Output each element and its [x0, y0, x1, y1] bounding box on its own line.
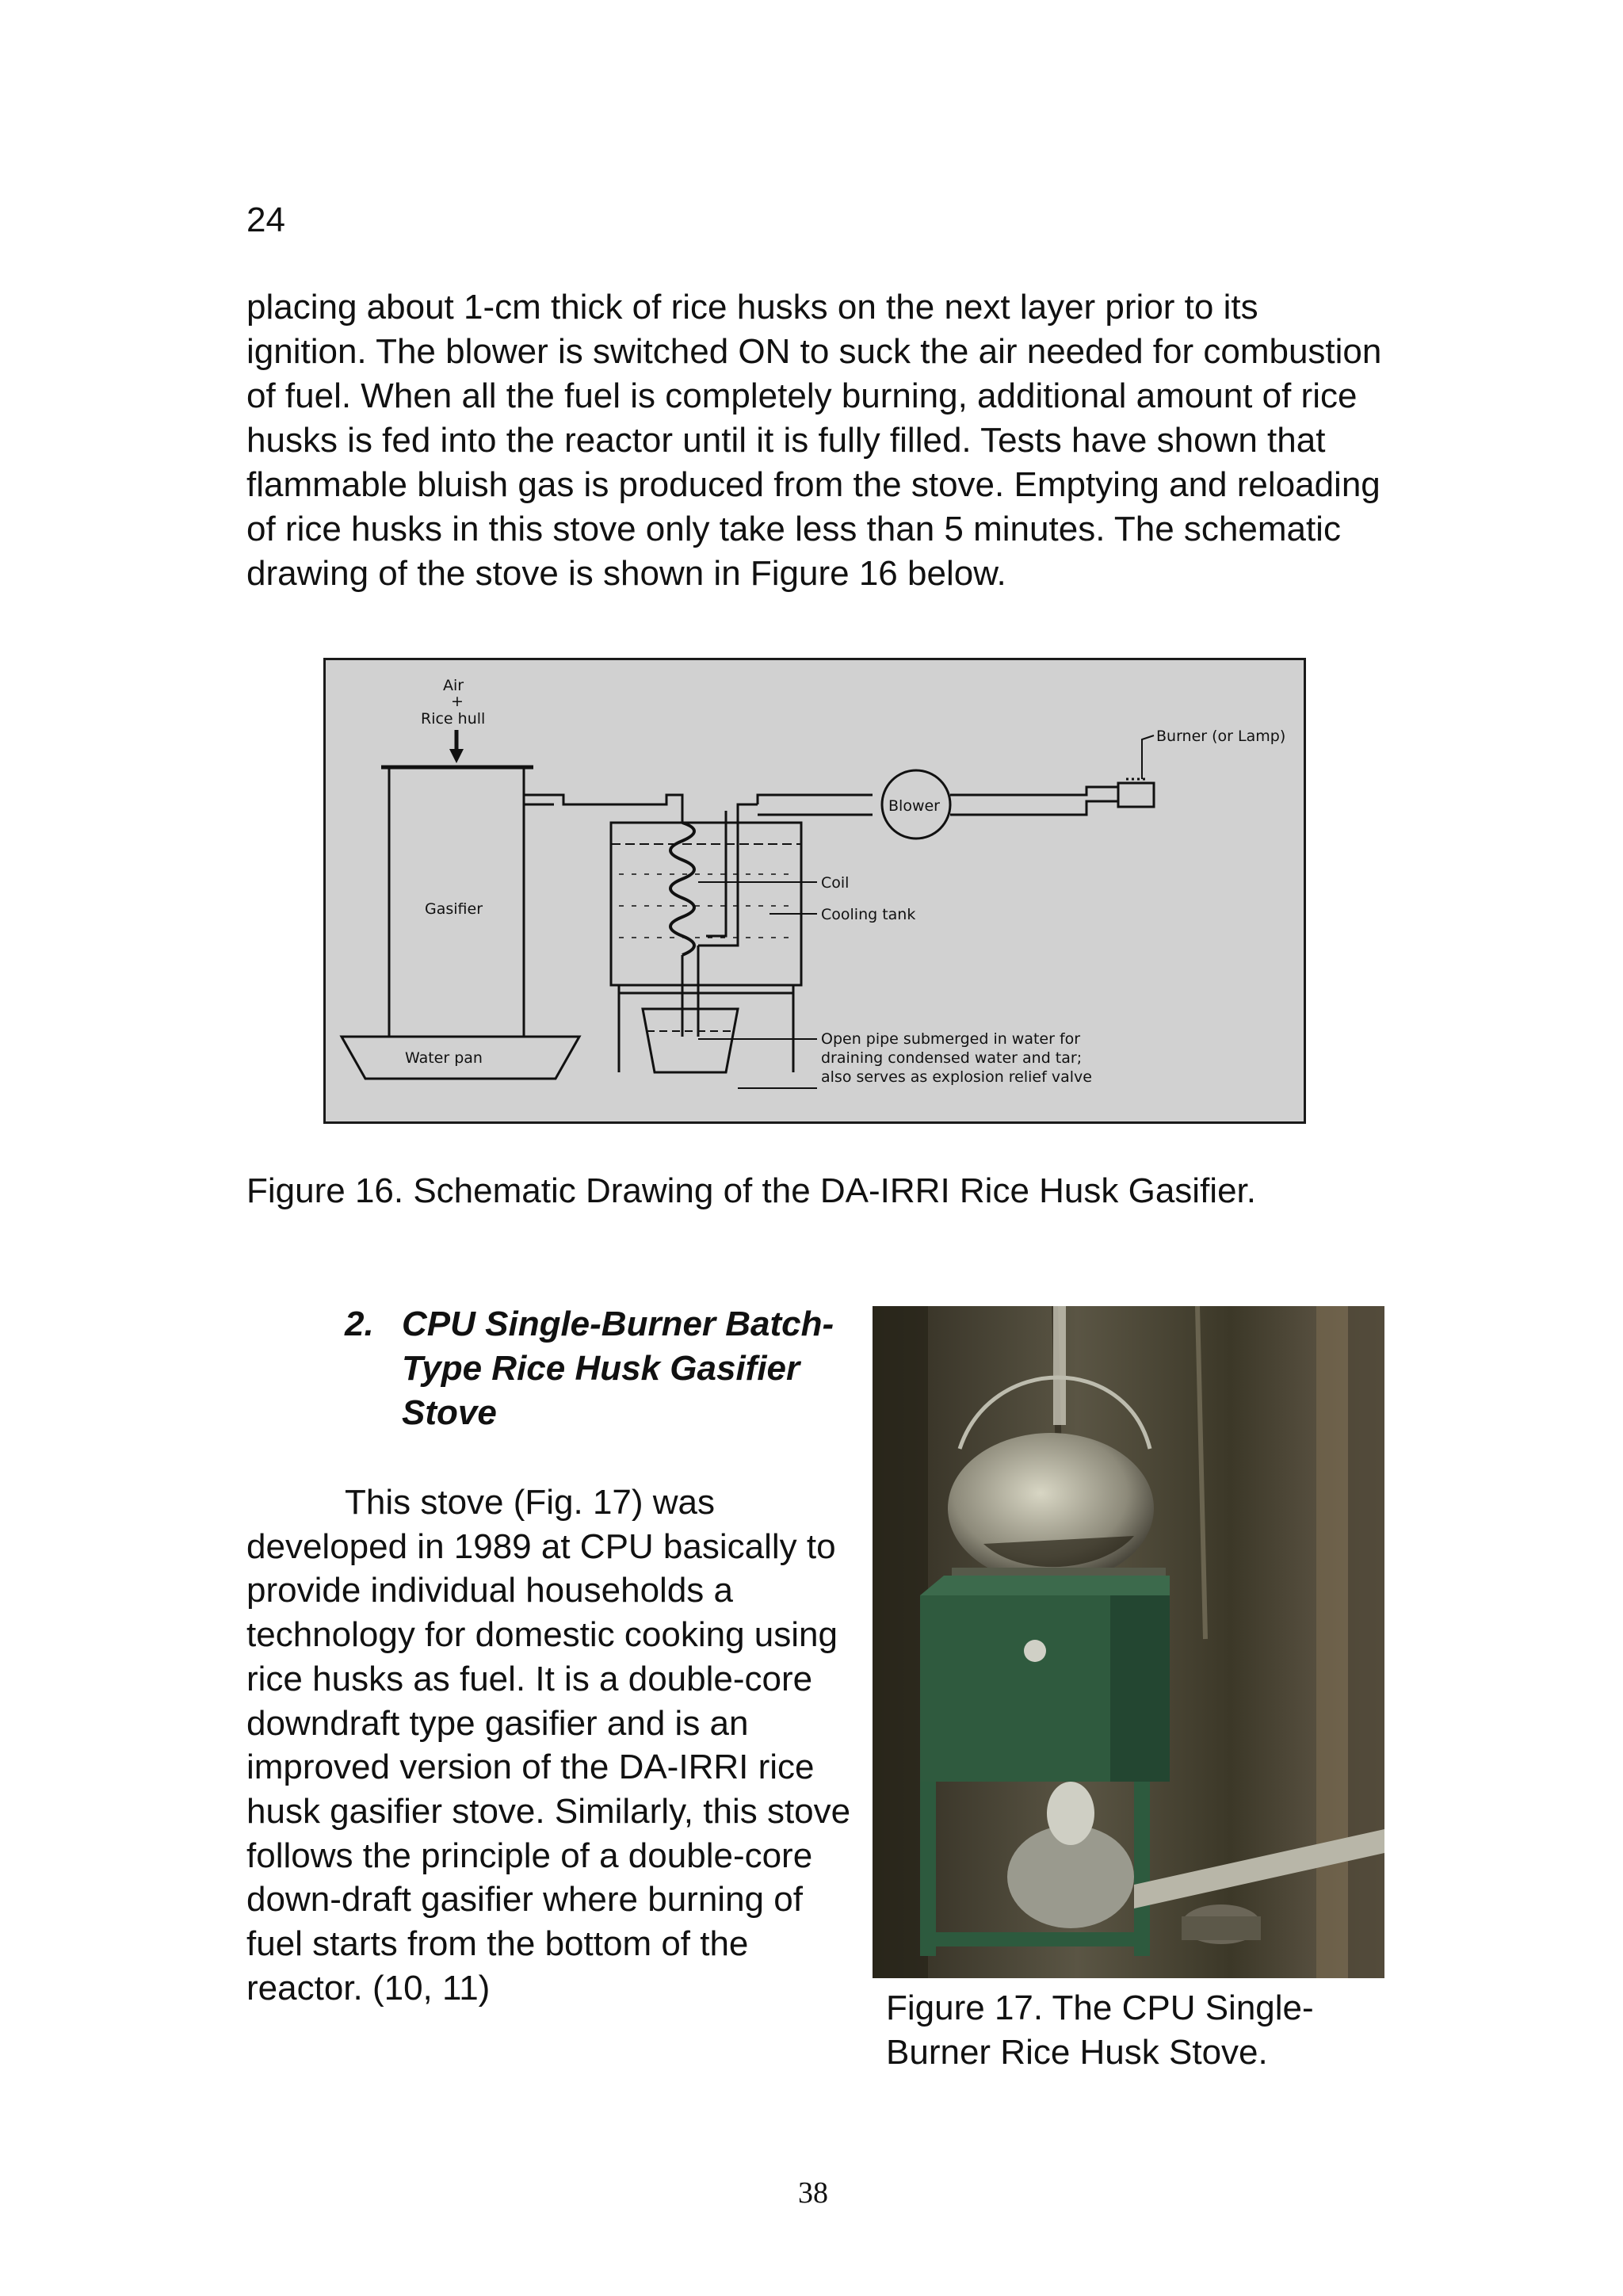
section-paragraph: This stove (Fig. 17) was developed in 1989 at CPU basically to provide individual households a technology for domestic cooking using rice husks as fuel. It is a double-core downdraft type gasifier and is an improved version of the DA-IRRI rice husk gasifier stove. Similarly, this stove follows the principle of a double-core down-draft gasifier where burning of fuel starts from the bottom of the reactor. (10, 11)	[246, 1483, 851, 2008]
label-gasifier: Gasifier	[425, 900, 483, 918]
label-cooling-tank: Cooling tank	[821, 906, 916, 923]
label-water-pan: Water pan	[405, 1049, 483, 1067]
gas-pipe-inlet	[524, 795, 682, 823]
label-plus: +	[451, 693, 464, 710]
label-blower: Blower	[888, 797, 940, 815]
label-burner: Burner (or Lamp)	[1156, 728, 1286, 745]
label-air: Air	[443, 677, 464, 694]
burner	[1118, 783, 1154, 807]
label-coil: Coil	[821, 874, 850, 892]
figure-16-schematic	[323, 658, 1306, 1124]
gasifier-schematic-drawing	[326, 660, 1304, 1121]
page-header-number: 24	[246, 201, 285, 239]
intro-paragraph: placing about 1-cm thick of rice husks on the next layer prior to its ignition. The blower is switched ON to suck the air needed for combustion of fuel. When all the fuel is completely burning, additional amount of rice husks is fed into the reactor until it is fully filled. Tests have shown that flammable bluish gas is produced from the stove. Emptying and reloading of rice husks in this stove only take less than 5 minutes. The schematic drawing of the stove is shown in Figure 16 below.	[246, 288, 1382, 593]
section-number: 2.	[345, 1305, 374, 1343]
label-open-pipe-1: Open pipe submerged in water for	[821, 1030, 1081, 1048]
coil	[670, 823, 694, 955]
stove-photograph	[873, 1306, 1384, 1978]
figure-16-caption: Figure 16. Schematic Drawing of the DA-IRRI Rice Husk Gasifier.	[246, 1171, 1257, 1210]
label-open-pipe-2: draining condensed water and tar;	[821, 1049, 1083, 1067]
figure-17-caption: Figure 17. The CPU Single-Burner Rice Husk Stove.	[886, 1988, 1314, 2072]
drain-cup	[643, 1009, 738, 1072]
page-footer-number: 38	[798, 2176, 828, 2210]
cooling-tank	[611, 823, 801, 985]
label-rice-hull: Rice hull	[421, 710, 486, 728]
section-title: CPU Single-Burner Batch-Type Rice Husk Gasifier Stove	[402, 1305, 834, 1432]
figure-17-photo	[873, 1306, 1384, 1978]
label-open-pipe-3: also serves as explosion relief valve	[821, 1068, 1092, 1086]
section-paragraph-block	[246, 1480, 857, 2010]
